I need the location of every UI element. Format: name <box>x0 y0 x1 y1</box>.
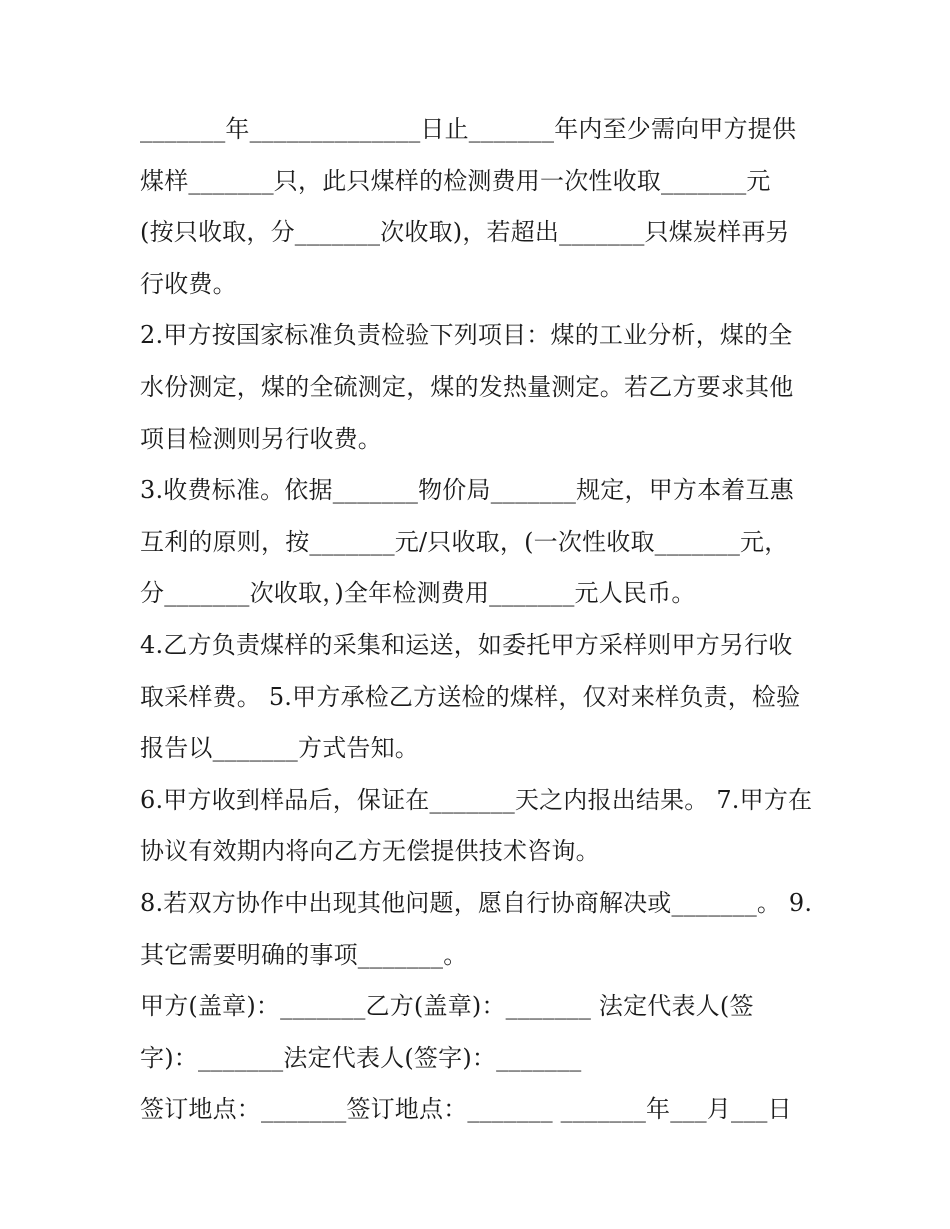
signature-line-2: 字)：_______法定代表人(签字)：_______ <box>140 1043 582 1072</box>
contract-body <box>140 104 820 1136</box>
text-line-12: 取采样费。 5.甲方承检乙方送检的煤样，仅对来样负责，检验 <box>140 682 801 711</box>
text-line-10: 分_______次收取，)全年检测费用_______元人民币。 <box>140 579 696 608</box>
text-line-9: 互利的原则，按_______元/只收取，(一次性收取_______元， <box>140 527 789 556</box>
text-line-2: 煤样_______只，此只煤样的检测费用一次性收取_______元 <box>140 166 771 195</box>
text-line-14: 6.甲方收到样品后，保证在_______天之内报出结果。 7.甲方在 <box>140 785 813 814</box>
text-line-1: _______年______________日止_______年内至少需向甲方提供 <box>140 115 797 143</box>
text-line-8: 3.收费标准。依据_______物价局_______规定，甲方本着互惠 <box>140 476 794 505</box>
text-line-13: 报告以_______方式告知。 <box>140 734 419 763</box>
text-line-5: 2.甲方按国家标准负责检验下列项目：煤的工业分析，煤的全 <box>140 321 793 350</box>
signature-line-1: 甲方(盖章)：_______乙方(盖章)：_______ 法定代表人(签 <box>140 992 754 1021</box>
text-line-15: 协议有效期内将向乙方无偿提供技术咨询。 <box>140 837 600 866</box>
text-line-16: 8.若双方协作中出现其他问题，愿自行协商解决或_______。 9. <box>140 888 813 917</box>
text-line-4: 行收费。 <box>140 269 237 298</box>
signing-place-date-line: 签订地点：_______签订地点：_______ _______年___月___日 <box>140 1095 792 1124</box>
text-line-11: 4.乙方负责煤样的采集和运送，如委托甲方采样则甲方另行收 <box>140 630 793 659</box>
text-line-6: 水份测定，煤的全硫测定，煤的发热量测定。若乙方要求其他 <box>140 372 794 401</box>
text-line-3: (按只收取，分_______次收取)，若超出_______只煤炭样再另 <box>140 218 790 247</box>
text-line-7: 项目检测则另行收费。 <box>140 424 382 453</box>
text-line-17: 其它需要明确的事项_______。 <box>140 940 468 969</box>
